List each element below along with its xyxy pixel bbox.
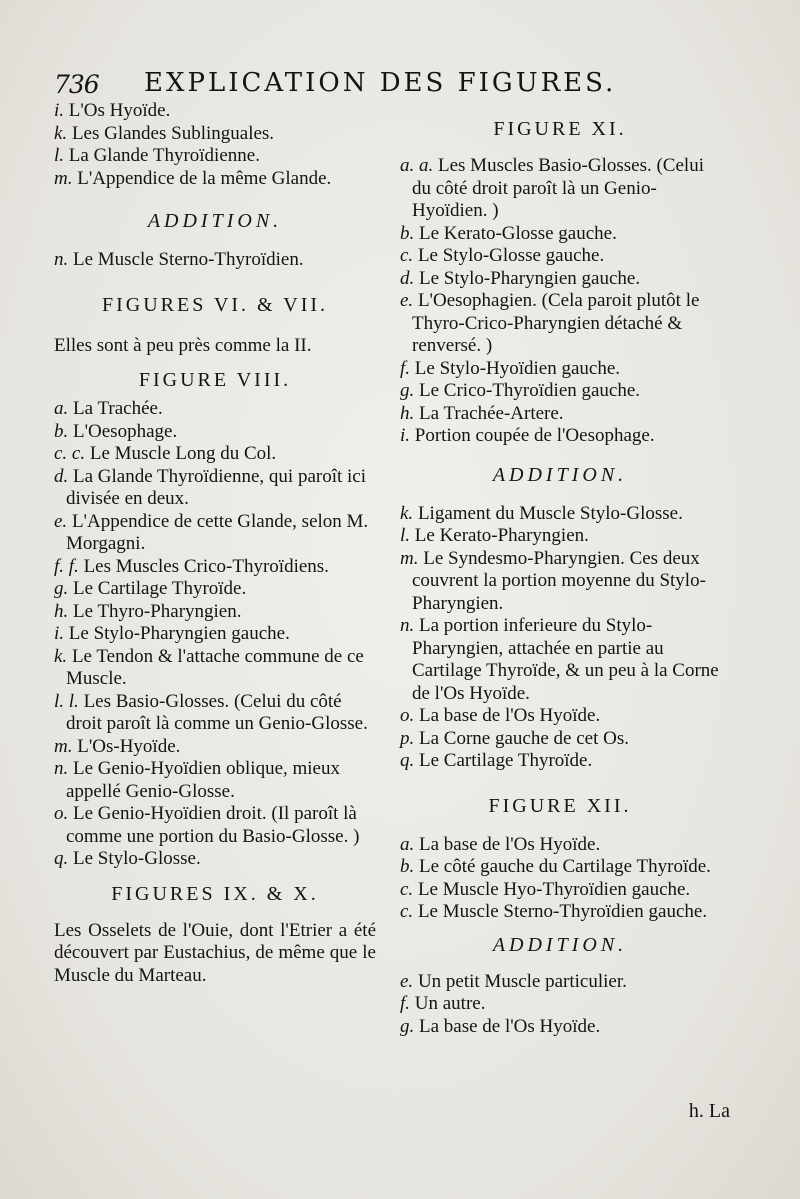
legend-entry <box>54 623 376 646</box>
section-heading-addition: ADDITION. <box>492 933 628 956</box>
entry-key: h. <box>54 600 69 622</box>
entry-text: Le Muscle Long du Col. <box>89 443 277 464</box>
entry-key: n. <box>54 758 69 779</box>
legend-entry <box>54 123 376 146</box>
entry-text: Le Stylo-Pharyngien gauche. <box>419 267 641 289</box>
legend-entry <box>54 145 376 168</box>
entry-text: Les Glandes Sublinguales. <box>71 122 275 144</box>
entry-text: Le Stylo-Glosse. <box>73 848 201 869</box>
legend-entry <box>54 803 376 848</box>
entry-text: L'Appendice de la même Glande. <box>77 167 332 189</box>
entry-text: La Trachée-Artere. <box>419 402 564 424</box>
entry-key: q. <box>400 750 415 771</box>
catchword: h. La <box>688 1100 730 1122</box>
entry-text: La base de l'Os Hyoïde. <box>419 705 601 726</box>
entry-text: L'Appendice de cette Glande, selon M. Morgagni. <box>66 510 369 554</box>
legend-entry <box>54 556 376 579</box>
entry-key: e. <box>54 510 68 532</box>
legend-entry <box>54 168 376 191</box>
entry-key: m. <box>400 547 419 569</box>
entry-key: f. <box>400 993 411 1014</box>
entry-text: L'Oesophagien. (Cela paroit plutôt le Thyro-Crico-Pharyngien détaché & renversé. ) <box>412 290 700 356</box>
entry-text: Le Cartilage Thyroïde. <box>73 578 247 599</box>
entry-key: i. <box>54 623 65 644</box>
entry-key: k. <box>54 645 68 667</box>
legend-entry <box>400 705 720 728</box>
entry-key: d. <box>400 267 415 289</box>
legend-entry <box>400 223 720 246</box>
section-heading-figures-6-7: FIGURES VI. & VII. <box>101 293 329 316</box>
entry-key: e. <box>400 970 414 992</box>
entry-key: o. <box>400 705 415 726</box>
entry-text: La Glande Thyroïdienne. <box>68 145 260 166</box>
legend-entry <box>400 425 720 448</box>
entry-key: h. <box>400 402 415 424</box>
entry-key: m. <box>54 167 73 189</box>
entry-key: i. <box>54 100 65 121</box>
entry-text: Les Muscles Basio-Glosses. (Celui du côté droit paroît là un Genio-Hyoïdien. ) <box>412 155 704 221</box>
entry-key: n. <box>54 249 69 270</box>
entry-key: f. <box>400 357 411 379</box>
entry-text: Le Muscle Sterno-Thyroïdien. <box>73 249 304 270</box>
running-title: EXPLICATION DES FIGURES. <box>144 68 617 98</box>
legend-entry <box>400 268 720 291</box>
entry-key: d. <box>54 465 69 487</box>
entry-key: l. l. <box>54 690 79 712</box>
legend-entry <box>400 525 720 548</box>
legend-entry <box>54 646 376 691</box>
entry-key: g. <box>400 1015 415 1037</box>
entry-text: Le Syndesmo-Pharyngien. Ces deux couvrent la portion moyenne du Stylo-Pharyngien. <box>412 547 706 614</box>
entry-key: i. <box>400 425 411 446</box>
legend-entry <box>400 856 720 879</box>
entry-key: g. <box>54 578 69 599</box>
left-column <box>54 100 376 987</box>
legend-entry <box>400 403 720 426</box>
entry-key: b. <box>400 856 415 877</box>
legend-entry <box>54 578 376 601</box>
entry-key: k. <box>54 122 68 144</box>
legend-entry <box>54 249 376 272</box>
entry-key: o. <box>54 803 69 824</box>
entry-text: Un autre. <box>414 993 486 1014</box>
entry-text: La Trachée. <box>73 398 163 419</box>
entry-key: c. <box>400 245 414 266</box>
section-heading-addition: ADDITION. <box>492 463 628 486</box>
entry-text: Les Basio-Glosses. (Celui du côté droit paroît là comme un Genio-Glosse. <box>66 690 368 734</box>
entry-key: p. <box>400 727 415 749</box>
entry-key: g. <box>400 380 415 401</box>
entry-key: c. c. <box>54 443 86 464</box>
legend-entry <box>54 601 376 624</box>
legend-entry <box>400 615 720 705</box>
entry-key: a. <box>54 398 69 419</box>
entry-key: a. a. <box>400 155 434 176</box>
legend-entry <box>400 1016 720 1039</box>
section-heading-figure-8: FIGURE VIII. <box>138 369 292 391</box>
legend-entry <box>400 245 720 268</box>
entry-key: n. <box>400 615 415 636</box>
legend-entry <box>54 398 376 421</box>
entry-text: Ligament du Muscle Stylo-Glosse. <box>417 502 683 524</box>
legend-entry <box>400 750 720 773</box>
entry-text: Le Cartilage Thyroïde. <box>419 750 593 771</box>
legend-entry <box>54 511 376 556</box>
entry-text: Le Stylo-Hyoïdien gauche. <box>414 357 621 379</box>
entry-key: c. <box>400 901 414 922</box>
entry-key: c. <box>400 878 414 900</box>
legend-entry <box>400 971 720 994</box>
entry-key: l. <box>54 145 65 166</box>
legend-entry <box>54 100 376 123</box>
page-number: 736 <box>54 70 99 99</box>
entry-text: Le Crico-Thyroïdien gauche. <box>419 380 641 401</box>
entry-text: Le Thyro-Pharyngien. <box>73 600 242 622</box>
entry-text: Le Kerato-Glosse gauche. <box>419 222 617 244</box>
legend-entry <box>54 736 376 759</box>
legend-entry <box>400 879 720 902</box>
section-heading-figure-12: FIGURE XII. <box>488 794 632 817</box>
entry-text: Le Muscle Sterno-Thyroïdien gauche. <box>417 901 708 922</box>
section-heading-figures-9-10: FIGURES IX. & X. <box>111 882 319 905</box>
entry-key: m. <box>54 735 73 757</box>
entry-text: Le côté gauche du Cartilage Thyroïde. <box>419 856 711 877</box>
section-heading-addition: ADDITION. <box>147 210 283 232</box>
figures-6-7-text: Elles sont à peu près comme la II. <box>54 334 312 356</box>
entry-text: Le Stylo-Pharyngien gauche. <box>68 623 290 644</box>
entry-text: La base de l'Os Hyoïde. <box>419 833 601 855</box>
entry-key: q. <box>54 848 69 869</box>
entry-text: Le Kerato-Pharyngien. <box>414 525 589 546</box>
legend-entry <box>54 466 376 511</box>
entry-text: La portion inferieure du Stylo-Pharyngien, attachée en partie au Cartilage Thyroïde, & un peu à la Corne de l'Os Hyoïde. <box>412 615 719 704</box>
legend-entry <box>400 548 720 616</box>
entry-text: Le Muscle Hyo-Thyroïdien gauche. <box>417 878 691 900</box>
legend-entry <box>400 155 720 223</box>
entry-key: a. <box>400 833 415 855</box>
entry-key: k. <box>400 502 414 524</box>
entry-text: L'Os-Hyoïde. <box>77 735 181 757</box>
legend-entry <box>54 443 376 466</box>
entry-text: La base de l'Os Hyoïde. <box>419 1015 601 1037</box>
right-column <box>400 100 720 1038</box>
legend-entry <box>400 834 720 857</box>
entry-text: L'Oesophage. <box>73 420 178 442</box>
legend-entry <box>400 728 720 751</box>
legend-entry <box>54 758 376 803</box>
figures-9-10-text: Les Osselets de l'Ouie, dont l'Etrier a été découvert par Eustachius, de même que le Muscle du Marteau. <box>54 919 376 986</box>
entry-key: b. <box>54 420 69 442</box>
entry-key: l. <box>400 525 411 546</box>
entry-text: Les Muscles Crico-Thyroïdiens. <box>83 555 329 577</box>
legend-entry <box>54 848 376 871</box>
entry-text: Le Stylo-Glosse gauche. <box>417 245 605 266</box>
entry-text: Le Genio-Hyoïdien oblique, mieux appellé Genio-Glosse. <box>66 758 340 802</box>
entry-key: b. <box>400 222 415 244</box>
entry-text: La Corne gauche de cet Os. <box>419 727 629 749</box>
entry-text: Le Genio-Hyoïdien droit. (Il paroît là comme une portion du Basio-Glosse. ) <box>66 803 360 847</box>
entry-text: Un petit Muscle particulier. <box>417 970 627 992</box>
entry-key: f. f. <box>54 555 79 577</box>
legend-entry <box>54 421 376 444</box>
entry-text: La Glande Thyroïdienne, qui paroît ici divisée en deux. <box>66 465 367 509</box>
entry-key: e. <box>400 290 414 311</box>
entry-text: L'Os Hyoïde. <box>68 100 171 121</box>
entry-text: Portion coupée de l'Oesophage. <box>414 425 655 446</box>
legend-entry <box>400 901 720 924</box>
entry-text: Le Tendon & l'attache commune de ce Muscle. <box>66 645 364 689</box>
legend-entry <box>54 691 376 736</box>
legend-entry <box>400 358 720 381</box>
legend-entry <box>400 503 720 526</box>
legend-entry <box>400 380 720 403</box>
legend-entry <box>400 290 720 358</box>
section-heading-figure-11: FIGURE XI. <box>493 118 627 140</box>
legend-entry <box>400 993 720 1016</box>
